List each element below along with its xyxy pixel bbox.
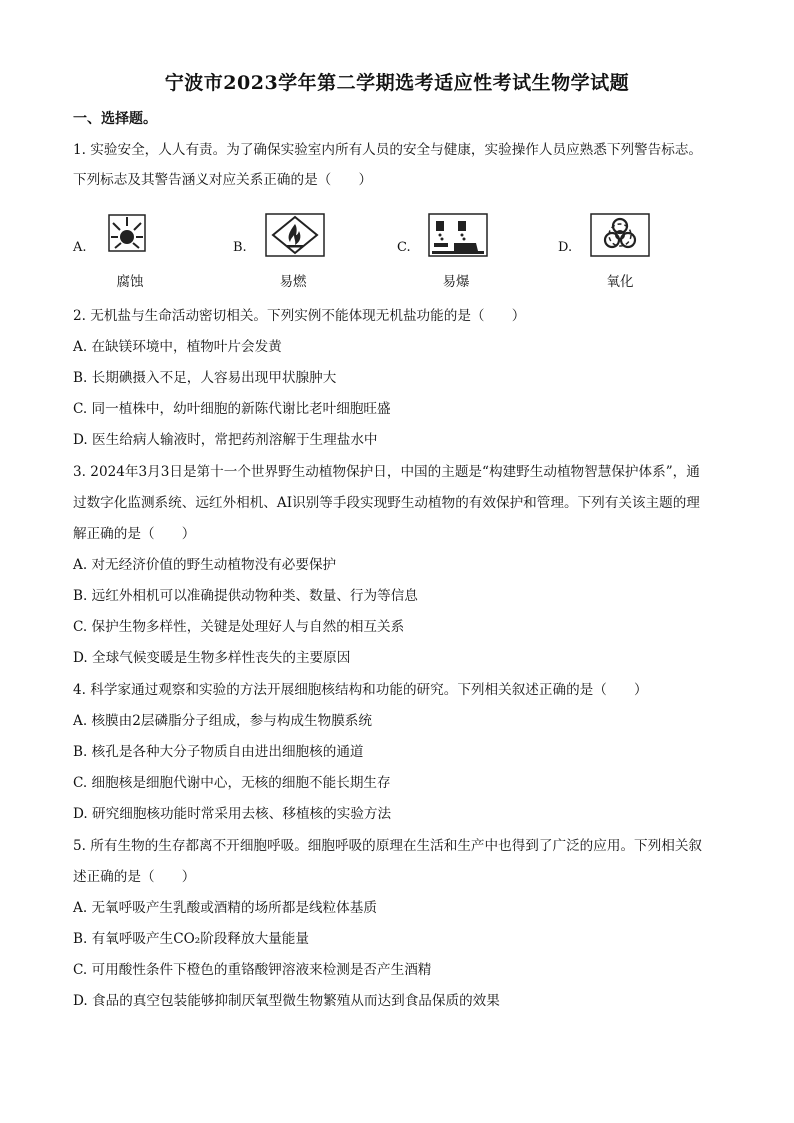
sign-b-label: 易燃 <box>279 274 307 290</box>
question-3-option-a: A. 对无经济价值的野生动植物没有必要保护 <box>73 557 337 573</box>
question-4-option-a: A. 核膜由2层磷脂分子组成，参与构成生物膜系统 <box>73 713 372 729</box>
explosive-icon <box>103 213 159 253</box>
question-4-option-c: C. 细胞核是细胞代谢中心，无核的细胞不能长期生存 <box>73 775 391 791</box>
question-3-option-c: C. 保护生物多样性，关键是处理好人与自然的相互关系 <box>73 619 405 635</box>
biohazard-icon <box>590 213 650 257</box>
sign-d-letter: D. <box>558 240 573 255</box>
question-5-option-c: C. 可用酸性条件下橙色的重铬酸钾溶液来检测是否产生酒精 <box>73 962 432 978</box>
question-2-option-b: B. 长期碘摄入不足，人容易出现甲状腺肿大 <box>73 370 337 386</box>
page-title: 宁波市2023学年第二学期选考适应性考试生物学试题 <box>164 72 630 94</box>
question-2-option-c: C. 同一植株中，幼叶细胞的新陈代谢比老叶细胞旺盛 <box>73 401 391 417</box>
sign-a-label: 腐蚀 <box>116 274 144 290</box>
sign-a-letter: A. <box>73 240 87 255</box>
question-5-option-b: B. 有氧呼吸产生CO₂阶段释放大量能量 <box>73 931 309 947</box>
question-5-line-2: 述正确的是（ ） <box>73 869 196 885</box>
sign-c-letter: C. <box>397 240 411 255</box>
flame-icon <box>265 213 325 257</box>
question-3-option-d: D. 全球气候变暖是生物多样性丧失的主要原因 <box>73 650 351 666</box>
sign-d-label: 氧化 <box>606 274 634 290</box>
question-3-line-3: 解正确的是（ ） <box>73 526 196 542</box>
question-5-option-a: A. 无氧呼吸产生乳酸或酒精的场所都是线粒体基质 <box>73 900 377 916</box>
section-heading: 一、选择题。 <box>73 111 157 127</box>
question-5-line-1: 5. 所有生物的生存都离不开细胞呼吸。细胞呼吸的原理在生活和生产中也得到了广泛的应用。下列相关叙 <box>73 838 703 854</box>
question-5-option-d: D. 食品的真空包装能够抑制厌氧型微生物繁殖从而达到食品保质的效果 <box>73 993 500 1009</box>
question-1-line-1: 1. 实验安全，人人有责。为了确保实验室内所有人员的安全与健康，实验操作人员应熟悉下列警告标志。 <box>73 142 703 158</box>
question-3-option-b: B. 远红外相机可以准确提供动物种类、数量、行为等信息 <box>73 588 418 604</box>
question-1-line-2: 下列标志及其警告涵义对应关系正确的是（ ） <box>73 172 373 188</box>
sign-c-label: 易爆 <box>442 274 470 290</box>
warning-signs-row <box>0 210 794 300</box>
question-4-option-b: B. 核孔是各种大分子物质自由进出细胞核的通道 <box>73 744 364 760</box>
corrosive-icon <box>428 213 488 257</box>
question-2-stem: 2. 无机盐与生命活动密切相关。下列实例不能体现无机盐功能的是（ ） <box>73 308 526 324</box>
question-2-option-d: D. 医生给病人输液时，常把药剂溶解于生理盐水中 <box>73 432 378 448</box>
question-4-stem: 4. 科学家通过观察和实验的方法开展细胞核结构和功能的研究。下列相关叙述正确的是（ ） <box>73 682 648 698</box>
question-3-line-2: 过数字化监测系统、远红外相机、AI识别等手段实现野生动植物的有效保护和管理。下列有关该主题的理 <box>73 495 700 511</box>
sign-b-letter: B. <box>233 240 247 255</box>
question-2-option-a: A. 在缺镁环境中，植物叶片会发黄 <box>73 339 282 355</box>
question-3-line-1: 3. 2024年3月3日是第十一个世界野生动植物保护日，中国的主题是“构建野生动植物智慧保护体系”，通 <box>73 464 700 480</box>
question-4-option-d: D. 研究细胞核功能时常采用去核、移植核的实验方法 <box>73 806 392 822</box>
